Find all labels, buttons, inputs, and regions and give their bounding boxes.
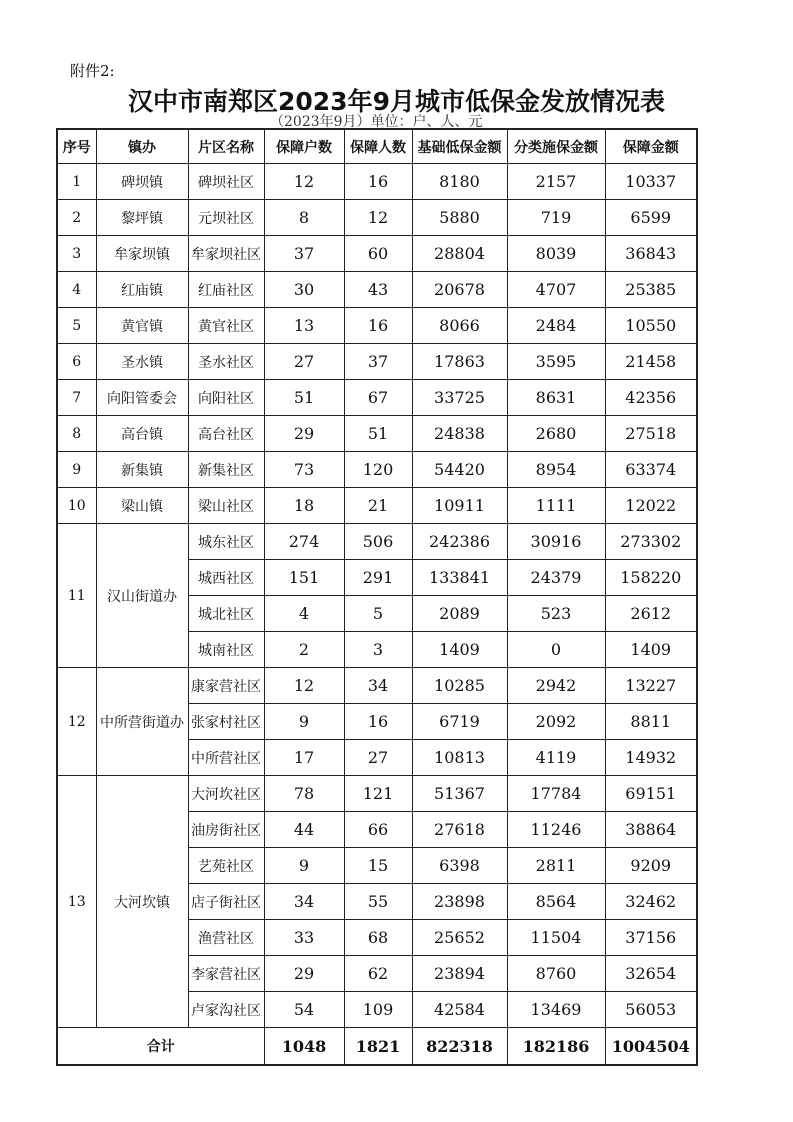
town-name: 大河坎镇 bbox=[96, 776, 188, 1028]
totals-classified: 182186 bbox=[507, 1028, 605, 1066]
area-name: 艺苑社区 bbox=[188, 848, 264, 884]
people-cell: 68 bbox=[344, 920, 412, 956]
households-cell: 18 bbox=[264, 488, 344, 524]
total-amount-cell: 63374 bbox=[605, 452, 697, 488]
total-amount-cell: 273302 bbox=[605, 524, 697, 560]
town-name: 黄官镇 bbox=[96, 308, 188, 344]
header-cell: 保障人数 bbox=[344, 129, 412, 164]
total-amount-cell: 8811 bbox=[605, 704, 697, 740]
town-name: 新集镇 bbox=[96, 452, 188, 488]
basic-amount-cell: 23894 bbox=[412, 956, 507, 992]
basic-amount-cell: 17863 bbox=[412, 344, 507, 380]
town-name: 向阳管委会 bbox=[96, 380, 188, 416]
row-number: 5 bbox=[57, 308, 96, 344]
households-cell: 44 bbox=[264, 812, 344, 848]
total-amount-cell: 14932 bbox=[605, 740, 697, 776]
total-amount-cell: 10337 bbox=[605, 164, 697, 200]
area-name: 店子街社区 bbox=[188, 884, 264, 920]
people-cell: 27 bbox=[344, 740, 412, 776]
row-number: 9 bbox=[57, 452, 96, 488]
total-amount-cell: 38864 bbox=[605, 812, 697, 848]
classified-amount-cell: 8954 bbox=[507, 452, 605, 488]
total-amount-cell: 42356 bbox=[605, 380, 697, 416]
totals-label: 合计 bbox=[57, 1028, 264, 1066]
area-name: 碑坝社区 bbox=[188, 164, 264, 200]
total-amount-cell: 6599 bbox=[605, 200, 697, 236]
classified-amount-cell: 8760 bbox=[507, 956, 605, 992]
households-cell: 12 bbox=[264, 668, 344, 704]
total-amount-cell: 12022 bbox=[605, 488, 697, 524]
town-name: 汉山街道办 bbox=[96, 524, 188, 668]
classified-amount-cell: 4119 bbox=[507, 740, 605, 776]
table-row bbox=[57, 452, 697, 488]
basic-amount-cell: 242386 bbox=[412, 524, 507, 560]
households-cell: 73 bbox=[264, 452, 344, 488]
basic-amount-cell: 51367 bbox=[412, 776, 507, 812]
row-number: 6 bbox=[57, 344, 96, 380]
households-cell: 27 bbox=[264, 344, 344, 380]
area-name: 油房街社区 bbox=[188, 812, 264, 848]
classified-amount-cell: 4707 bbox=[507, 272, 605, 308]
row-number: 8 bbox=[57, 416, 96, 452]
row-number: 1 bbox=[57, 164, 96, 200]
area-name: 城西社区 bbox=[188, 560, 264, 596]
classified-amount-cell: 13469 bbox=[507, 992, 605, 1028]
row-number: 7 bbox=[57, 380, 96, 416]
people-cell: 67 bbox=[344, 380, 412, 416]
row-number: 11 bbox=[57, 524, 96, 668]
classified-amount-cell: 8564 bbox=[507, 884, 605, 920]
area-name: 城东社区 bbox=[188, 524, 264, 560]
total-amount-cell: 25385 bbox=[605, 272, 697, 308]
total-amount-cell: 158220 bbox=[605, 560, 697, 596]
basic-amount-cell: 6398 bbox=[412, 848, 507, 884]
basic-amount-cell: 8180 bbox=[412, 164, 507, 200]
people-cell: 121 bbox=[344, 776, 412, 812]
classified-amount-cell: 2484 bbox=[507, 308, 605, 344]
town-name: 碑坝镇 bbox=[96, 164, 188, 200]
basic-amount-cell: 42584 bbox=[412, 992, 507, 1028]
area-name: 中所营社区 bbox=[188, 740, 264, 776]
total-amount-cell: 2612 bbox=[605, 596, 697, 632]
header-cell: 序号 bbox=[57, 129, 96, 164]
classified-amount-cell: 30916 bbox=[507, 524, 605, 560]
people-cell: 34 bbox=[344, 668, 412, 704]
town-name: 黎坪镇 bbox=[96, 200, 188, 236]
totals-row bbox=[57, 1028, 697, 1066]
basic-amount-cell: 28804 bbox=[412, 236, 507, 272]
total-amount-cell: 27518 bbox=[605, 416, 697, 452]
people-cell: 3 bbox=[344, 632, 412, 668]
table-row bbox=[57, 776, 697, 812]
totals-households: 1048 bbox=[264, 1028, 344, 1066]
people-cell: 37 bbox=[344, 344, 412, 380]
total-amount-cell: 56053 bbox=[605, 992, 697, 1028]
people-cell: 66 bbox=[344, 812, 412, 848]
total-amount-cell: 10550 bbox=[605, 308, 697, 344]
table-row bbox=[57, 236, 697, 272]
area-name: 新集社区 bbox=[188, 452, 264, 488]
area-name: 大河坎社区 bbox=[188, 776, 264, 812]
basic-amount-cell: 133841 bbox=[412, 560, 507, 596]
households-cell: 30 bbox=[264, 272, 344, 308]
total-amount-cell: 32462 bbox=[605, 884, 697, 920]
households-cell: 17 bbox=[264, 740, 344, 776]
area-name: 卢家沟社区 bbox=[188, 992, 264, 1028]
town-name: 高台镇 bbox=[96, 416, 188, 452]
town-name: 牟家坝镇 bbox=[96, 236, 188, 272]
header-cell: 保障户数 bbox=[264, 129, 344, 164]
town-name: 圣水镇 bbox=[96, 344, 188, 380]
row-number: 4 bbox=[57, 272, 96, 308]
people-cell: 5 bbox=[344, 596, 412, 632]
area-name: 渔营社区 bbox=[188, 920, 264, 956]
basic-amount-cell: 54420 bbox=[412, 452, 507, 488]
total-amount-cell: 37156 bbox=[605, 920, 697, 956]
town-name: 梁山镇 bbox=[96, 488, 188, 524]
people-cell: 12 bbox=[344, 200, 412, 236]
area-name: 梁山社区 bbox=[188, 488, 264, 524]
basic-amount-cell: 10911 bbox=[412, 488, 507, 524]
people-cell: 16 bbox=[344, 704, 412, 740]
totals-basic: 822318 bbox=[412, 1028, 507, 1066]
area-name: 圣水社区 bbox=[188, 344, 264, 380]
total-amount-cell: 69151 bbox=[605, 776, 697, 812]
households-cell: 78 bbox=[264, 776, 344, 812]
basic-amount-cell: 6719 bbox=[412, 704, 507, 740]
page-subtitle: （2023年9月）单位：户、人、元 bbox=[270, 114, 483, 130]
table-row bbox=[57, 380, 697, 416]
basic-amount-cell: 10285 bbox=[412, 668, 507, 704]
basic-amount-cell: 1409 bbox=[412, 632, 507, 668]
basic-amount-cell: 5880 bbox=[412, 200, 507, 236]
classified-amount-cell: 24379 bbox=[507, 560, 605, 596]
header-row bbox=[57, 129, 697, 164]
area-name: 李家营社区 bbox=[188, 956, 264, 992]
table-row bbox=[57, 200, 697, 236]
table-row bbox=[57, 272, 697, 308]
row-number: 12 bbox=[57, 668, 96, 776]
classified-amount-cell: 11504 bbox=[507, 920, 605, 956]
classified-amount-cell: 17784 bbox=[507, 776, 605, 812]
people-cell: 506 bbox=[344, 524, 412, 560]
classified-amount-cell: 2811 bbox=[507, 848, 605, 884]
classified-amount-cell: 1111 bbox=[507, 488, 605, 524]
basic-amount-cell: 25652 bbox=[412, 920, 507, 956]
classified-amount-cell: 0 bbox=[507, 632, 605, 668]
households-cell: 34 bbox=[264, 884, 344, 920]
header-cell: 基础低保金额 bbox=[412, 129, 507, 164]
header-cell: 分类施保金额 bbox=[507, 129, 605, 164]
table-row bbox=[57, 524, 697, 560]
classified-amount-cell: 8631 bbox=[507, 380, 605, 416]
people-cell: 16 bbox=[344, 164, 412, 200]
row-number: 10 bbox=[57, 488, 96, 524]
people-cell: 291 bbox=[344, 560, 412, 596]
row-number: 3 bbox=[57, 236, 96, 272]
total-amount-cell: 32654 bbox=[605, 956, 697, 992]
area-name: 红庙社区 bbox=[188, 272, 264, 308]
town-name: 中所营街道办 bbox=[96, 668, 188, 776]
area-name: 牟家坝社区 bbox=[188, 236, 264, 272]
basic-amount-cell: 33725 bbox=[412, 380, 507, 416]
people-cell: 51 bbox=[344, 416, 412, 452]
classified-amount-cell: 523 bbox=[507, 596, 605, 632]
households-cell: 4 bbox=[264, 596, 344, 632]
area-name: 城南社区 bbox=[188, 632, 264, 668]
table-row bbox=[57, 164, 697, 200]
classified-amount-cell: 2157 bbox=[507, 164, 605, 200]
people-cell: 120 bbox=[344, 452, 412, 488]
total-amount-cell: 21458 bbox=[605, 344, 697, 380]
header-cell: 片区名称 bbox=[188, 129, 264, 164]
people-cell: 109 bbox=[344, 992, 412, 1028]
allowance-table bbox=[56, 128, 698, 1066]
basic-amount-cell: 27618 bbox=[412, 812, 507, 848]
totals-amount: 1004504 bbox=[605, 1028, 697, 1066]
page-title: 汉中市南郑区2023年9月城市低保金发放情况表 bbox=[128, 87, 665, 116]
households-cell: 51 bbox=[264, 380, 344, 416]
households-cell: 29 bbox=[264, 956, 344, 992]
households-cell: 13 bbox=[264, 308, 344, 344]
table-row bbox=[57, 488, 697, 524]
header-cell: 保障金额 bbox=[605, 129, 697, 164]
people-cell: 60 bbox=[344, 236, 412, 272]
classified-amount-cell: 719 bbox=[507, 200, 605, 236]
classified-amount-cell: 11246 bbox=[507, 812, 605, 848]
households-cell: 33 bbox=[264, 920, 344, 956]
households-cell: 54 bbox=[264, 992, 344, 1028]
households-cell: 37 bbox=[264, 236, 344, 272]
households-cell: 2 bbox=[264, 632, 344, 668]
people-cell: 21 bbox=[344, 488, 412, 524]
basic-amount-cell: 10813 bbox=[412, 740, 507, 776]
classified-amount-cell: 8039 bbox=[507, 236, 605, 272]
classified-amount-cell: 2942 bbox=[507, 668, 605, 704]
households-cell: 151 bbox=[264, 560, 344, 596]
table-row bbox=[57, 416, 697, 452]
people-cell: 43 bbox=[344, 272, 412, 308]
row-number: 13 bbox=[57, 776, 96, 1028]
table-row bbox=[57, 344, 697, 380]
total-amount-cell: 1409 bbox=[605, 632, 697, 668]
classified-amount-cell: 2680 bbox=[507, 416, 605, 452]
people-cell: 16 bbox=[344, 308, 412, 344]
row-number: 2 bbox=[57, 200, 96, 236]
area-name: 高台社区 bbox=[188, 416, 264, 452]
area-name: 向阳社区 bbox=[188, 380, 264, 416]
totals-people: 1821 bbox=[344, 1028, 412, 1066]
attachment-label: 附件2: bbox=[70, 62, 115, 80]
households-cell: 9 bbox=[264, 704, 344, 740]
households-cell: 274 bbox=[264, 524, 344, 560]
area-name: 张家村社区 bbox=[188, 704, 264, 740]
classified-amount-cell: 3595 bbox=[507, 344, 605, 380]
total-amount-cell: 9209 bbox=[605, 848, 697, 884]
people-cell: 62 bbox=[344, 956, 412, 992]
total-amount-cell: 36843 bbox=[605, 236, 697, 272]
table-row bbox=[57, 668, 697, 704]
classified-amount-cell: 2092 bbox=[507, 704, 605, 740]
basic-amount-cell: 8066 bbox=[412, 308, 507, 344]
households-cell: 9 bbox=[264, 848, 344, 884]
table-row bbox=[57, 308, 697, 344]
people-cell: 55 bbox=[344, 884, 412, 920]
total-amount-cell: 13227 bbox=[605, 668, 697, 704]
households-cell: 12 bbox=[264, 164, 344, 200]
town-name: 红庙镇 bbox=[96, 272, 188, 308]
basic-amount-cell: 20678 bbox=[412, 272, 507, 308]
basic-amount-cell: 24838 bbox=[412, 416, 507, 452]
area-name: 黄官社区 bbox=[188, 308, 264, 344]
header-cell: 镇办 bbox=[96, 129, 188, 164]
area-name: 城北社区 bbox=[188, 596, 264, 632]
basic-amount-cell: 2089 bbox=[412, 596, 507, 632]
households-cell: 29 bbox=[264, 416, 344, 452]
area-name: 元坝社区 bbox=[188, 200, 264, 236]
basic-amount-cell: 23898 bbox=[412, 884, 507, 920]
area-name: 康家营社区 bbox=[188, 668, 264, 704]
people-cell: 15 bbox=[344, 848, 412, 884]
households-cell: 8 bbox=[264, 200, 344, 236]
